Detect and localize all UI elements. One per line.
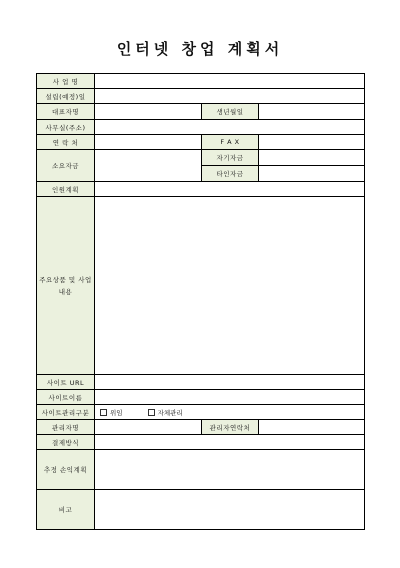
payment-field[interactable]: [95, 435, 365, 450]
row-site-mgmt: [37, 405, 365, 420]
office-field[interactable]: [95, 120, 365, 135]
outsource-option[interactable]: [100, 408, 123, 417]
own-funds-field[interactable]: [259, 150, 365, 166]
contact-label: 연 락 처: [37, 135, 95, 150]
manager-field[interactable]: [95, 420, 202, 435]
birthdate-field[interactable]: [259, 104, 365, 120]
site-name-field[interactable]: [95, 390, 365, 405]
row-staffing: [37, 182, 365, 197]
fax-label: F A X: [202, 135, 259, 150]
manager-contact-label: 관리자연락처: [202, 420, 259, 435]
ceo-label: 대표자명: [37, 104, 95, 120]
contact-field[interactable]: [95, 135, 202, 150]
row-business-name: [37, 74, 365, 89]
ceo-field[interactable]: [95, 104, 202, 120]
note-field[interactable]: [95, 490, 365, 530]
site-mgmt-options: [95, 405, 365, 420]
row-site-name: [37, 390, 365, 405]
birthdate-label: 생년월일: [202, 104, 259, 120]
established-field[interactable]: [95, 89, 365, 104]
payment-label: 결제방식: [37, 435, 95, 450]
business-name-field[interactable]: [95, 74, 365, 89]
business-name-label: 사 업 명: [37, 74, 95, 89]
outsource-checkbox[interactable]: [100, 409, 107, 416]
site-name-label: 사이트이름: [37, 390, 95, 405]
row-site-url: [37, 375, 365, 390]
staffing-field[interactable]: [95, 182, 365, 197]
products-label: 주요상품 및 사업내용: [37, 197, 95, 375]
own-funds-label: 자기자금: [202, 150, 259, 166]
site-url-field[interactable]: [95, 375, 365, 390]
funds-label: 소요자금: [37, 150, 95, 182]
other-funds-field[interactable]: [259, 166, 365, 182]
products-field[interactable]: [95, 197, 365, 375]
note-label: 비고: [37, 490, 95, 530]
other-funds-label: 타인자금: [202, 166, 259, 182]
row-office: [37, 120, 365, 135]
established-label: 설립(예정)일: [37, 89, 95, 104]
row-estimate: [37, 450, 365, 490]
self-manage-option[interactable]: [148, 408, 183, 417]
row-established: [37, 89, 365, 104]
estimate-label: 추정 손익계획: [37, 450, 95, 490]
self-manage-checkbox[interactable]: [148, 409, 155, 416]
fax-field[interactable]: [259, 135, 365, 150]
row-contact: [37, 135, 365, 150]
manager-label: 관리자명: [37, 420, 95, 435]
site-url-label: 사이트 URL: [37, 375, 95, 390]
row-note: [37, 490, 365, 530]
staffing-label: 인원계획: [37, 182, 95, 197]
row-manager: [37, 420, 365, 435]
plan-form-table: [36, 73, 365, 530]
row-products: [37, 197, 365, 375]
manager-contact-field[interactable]: [259, 420, 365, 435]
self-manage-option-label: 자체관리: [157, 408, 183, 417]
funds-field[interactable]: [95, 150, 202, 182]
row-funds-own: [37, 150, 365, 166]
site-mgmt-label: 사이트관리구분: [37, 405, 95, 420]
office-label: 사무실(주소): [37, 120, 95, 135]
estimate-field[interactable]: [95, 450, 365, 490]
outsource-option-label: 위임: [110, 408, 123, 417]
document-title: 인터넷 창업 계획서: [116, 40, 284, 58]
row-payment: [37, 435, 365, 450]
row-ceo: [37, 104, 365, 120]
